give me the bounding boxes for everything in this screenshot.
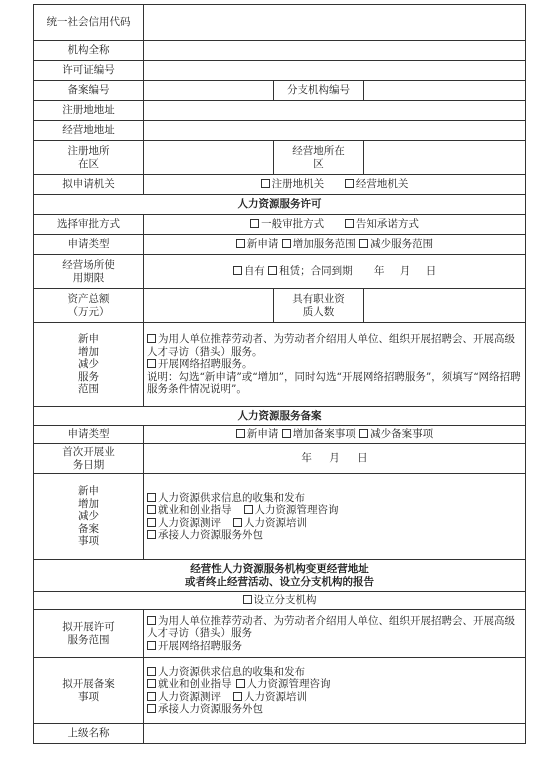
planned-scope-1-label: 为用人单位推荐劳动者、为劳动者介绍用人单位、组织开展招聘会、开展高级人才寻访（猎头）服务 — [147, 614, 515, 640]
reg-district-label: 注册地所在区 — [34, 141, 144, 175]
scope-note: 说明：勾选“新申请”或“增加”，同时勾选“开展网络招聘服务”，须填写“网络招聘服务条件情况说明”。 — [147, 370, 521, 396]
item-2-label: 就业和创业指导 — [158, 504, 232, 516]
authority-label: 拟申请机关 — [34, 175, 144, 195]
op-district-label: 经营地所在区 — [274, 141, 364, 175]
planned-item-4-checkbox[interactable] — [147, 692, 156, 701]
planned-filing-items-label: 拟开展备案事项 — [34, 658, 144, 724]
org-name-label: 机构全称 — [34, 41, 144, 61]
apply-type-label: 申请类型 — [34, 235, 144, 255]
set-branch-checkbox[interactable] — [243, 595, 252, 604]
parent-name-label: 上级名称 — [34, 724, 144, 744]
item-6-label: 承接人力资源服务外包 — [158, 529, 263, 541]
planned-item-2-label: 就业和创业指导 — [158, 678, 232, 690]
set-branch-row — [34, 592, 526, 610]
reg-address-field[interactable] — [144, 101, 526, 121]
application-form-table — [33, 4, 526, 744]
filing-add-checkbox[interactable] — [282, 429, 291, 438]
first-date-field[interactable] — [144, 444, 526, 474]
filing-items — [144, 474, 526, 560]
reg-authority-label: 注册地机关 — [271, 178, 325, 191]
qualified-staff-field[interactable] — [364, 289, 526, 323]
scope-item-1 — [147, 333, 522, 358]
first-date-year-label: 年 — [301, 452, 312, 465]
planned-item-5-label: 人力资源培训 — [244, 690, 307, 703]
item-3-label: 人力资源管理咨询 — [254, 504, 339, 516]
scope-options — [144, 323, 526, 407]
filing-change-label: 新申增加减少备案事项 — [34, 474, 144, 560]
scope-1-checkbox[interactable] — [147, 334, 156, 343]
filing-no-label: 备案编号 — [34, 81, 144, 101]
reduce-scope-checkbox[interactable] — [359, 239, 368, 248]
item-5-label: 人力资源培训 — [244, 516, 307, 529]
item-1-label: 人力资源供求信息的收集和发布 — [158, 491, 305, 504]
change-report-title-2: 或者终止经营活动、设立分支机构的报告 — [185, 575, 374, 588]
op-authority-label: 经营地机关 — [355, 178, 409, 191]
general-approval-checkbox[interactable] — [250, 219, 259, 228]
planned-scope-1-checkbox[interactable] — [147, 616, 156, 625]
own-checkbox[interactable] — [233, 266, 242, 275]
item-2-checkbox[interactable] — [147, 505, 156, 514]
planned-item-6-checkbox[interactable] — [147, 704, 156, 713]
parent-name-field[interactable] — [144, 724, 526, 744]
lease-label: 租赁；合同到期 — [279, 265, 353, 278]
authority-options — [144, 175, 526, 195]
planned-item-1-checkbox[interactable] — [147, 667, 156, 676]
branch-no-label: 分支机构编号 — [274, 81, 364, 101]
planned-item-6-label: 承接人力资源服务外包 — [158, 703, 263, 715]
op-address-label: 经营地地址 — [34, 121, 144, 141]
branch-no-field[interactable] — [364, 81, 526, 101]
new-apply-label: 新申请 — [246, 238, 279, 251]
item-1-checkbox[interactable] — [147, 493, 156, 502]
filing-section-header: 人力资源服务备案 — [34, 407, 526, 426]
total-assets-label: 资产总额（万元） — [34, 289, 144, 323]
lease-checkbox[interactable] — [268, 266, 277, 275]
item-4-checkbox[interactable] — [147, 518, 156, 527]
lease-year-label: 年 — [374, 265, 385, 278]
method-options — [144, 215, 526, 235]
notify-commit-checkbox[interactable] — [345, 219, 354, 228]
planned-item-5-checkbox[interactable] — [233, 692, 242, 701]
premises-options — [144, 255, 526, 289]
total-assets-field[interactable] — [144, 289, 274, 323]
qualified-staff-label: 具有职业资质人数 — [274, 289, 364, 323]
filing-type-options — [144, 426, 526, 444]
notify-commit-label: 告知承诺方式 — [355, 218, 419, 231]
license-no-label: 许可证编号 — [34, 61, 144, 81]
license-section-header: 人力资源服务许可 — [34, 195, 526, 215]
op-address-field[interactable] — [144, 121, 526, 141]
filing-new-label: 新申请 — [246, 428, 279, 441]
reg-authority-checkbox[interactable] — [261, 179, 270, 188]
org-name-field[interactable] — [144, 41, 526, 61]
op-authority-checkbox[interactable] — [345, 179, 354, 188]
planned-license-scope-label: 拟开展许可服务范围 — [34, 610, 144, 658]
planned-scope-2-label: 开展网络招聘服务 — [158, 639, 242, 652]
new-apply-checkbox[interactable] — [236, 239, 245, 248]
set-branch-label: 设立分支机构 — [253, 594, 317, 607]
first-date-month-label: 月 — [329, 452, 340, 465]
op-district-field[interactable] — [364, 141, 526, 175]
planned-item-2-checkbox[interactable] — [147, 679, 156, 688]
filing-no-field[interactable] — [144, 81, 274, 101]
planned-scope-options — [144, 610, 526, 658]
filing-reduce-checkbox[interactable] — [359, 429, 368, 438]
credit-code-field[interactable] — [144, 5, 526, 41]
select-method-label: 选择审批方式 — [34, 215, 144, 235]
own-label: 自有 — [243, 265, 265, 278]
item-5-checkbox[interactable] — [233, 518, 242, 527]
scope-2-label: 开展网络招聘服务。 — [158, 358, 253, 371]
lease-day-label: 日 — [425, 265, 437, 278]
filing-apply-type-label: 申请类型 — [34, 426, 144, 444]
item-3-checkbox[interactable] — [244, 505, 253, 514]
general-approval-label: 一般审批方式 — [261, 218, 325, 231]
planned-scope-2-checkbox[interactable] — [147, 641, 156, 650]
reduce-scope-label: 减少服务范围 — [370, 238, 434, 251]
item-4-label: 人力资源测评 — [158, 516, 221, 529]
planned-item-4-label: 人力资源测评 — [158, 690, 221, 703]
reg-address-label: 注册地地址 — [34, 101, 144, 121]
license-no-field[interactable] — [144, 61, 526, 81]
add-scope-label: 增加服务范围 — [292, 238, 356, 251]
scope-1-label: 为用人单位推荐劳动者、为劳动者介绍用人单位、组织开展招聘会、开展高级人才寻访（猎头）服务。 — [147, 333, 515, 358]
planned-item-1-label: 人力资源供求信息的收集和发布 — [158, 665, 305, 678]
scope-change-label: 新申增加减少服务范围 — [34, 323, 144, 407]
reg-district-field[interactable] — [144, 141, 274, 175]
filing-reduce-label: 减少备案事项 — [370, 428, 434, 441]
change-report-title-1: 经营性人力资源服务机构变更经营地址 — [190, 563, 369, 575]
add-scope-checkbox[interactable] — [282, 239, 291, 248]
first-date-label: 首次开展业务日期 — [34, 444, 144, 474]
planned-item-3-label: 人力资源管理咨询 — [246, 678, 331, 690]
planned-item-3-checkbox[interactable] — [236, 679, 245, 688]
filing-new-checkbox[interactable] — [236, 429, 245, 438]
first-date-day-label: 日 — [357, 452, 368, 465]
credit-code-label: 统一社会信用代码 — [34, 5, 144, 41]
filing-add-label: 增加备案事项 — [292, 428, 356, 441]
scope-item-2 — [147, 358, 522, 371]
planned-filing-items — [144, 658, 526, 724]
change-report-header — [34, 560, 526, 592]
premises-period-label: 经营场所使用期限 — [34, 255, 144, 289]
scope-2-checkbox[interactable] — [147, 359, 156, 368]
lease-month-label: 月 — [399, 265, 411, 278]
apply-type-options — [144, 235, 526, 255]
item-6-checkbox[interactable] — [147, 530, 156, 539]
